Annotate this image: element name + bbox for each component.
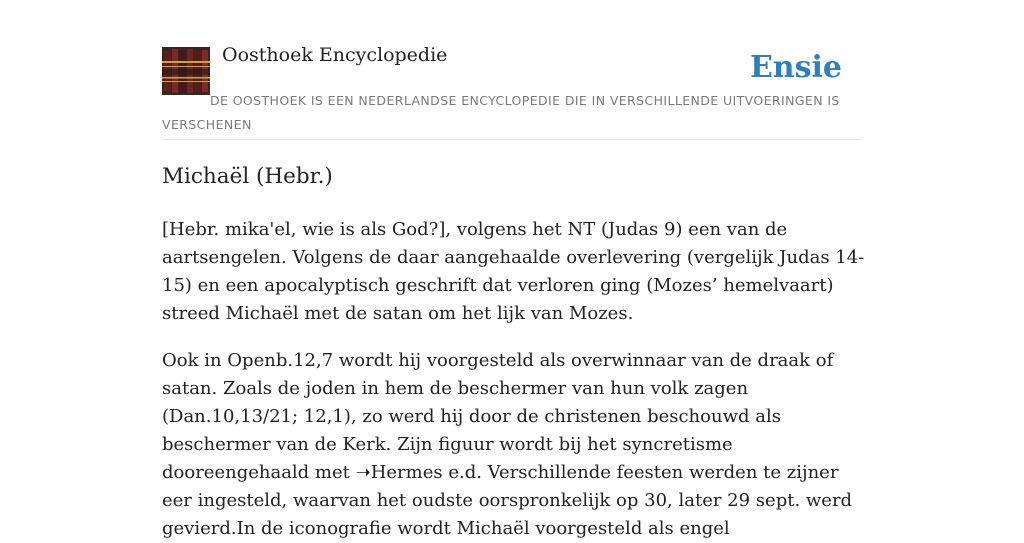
site-tagline: DE OOSTHOEK IS EEN NEDERLANDSE ENCYCLOPEDIE DIE IN VERSCHILLENDE UITVOERINGEN IS VERSCHENEN <box>162 93 840 132</box>
article-paragraph: [Hebr. mika'el, wie is als God?], volgens het NT (Judas 9) een van de aartsengelen. Volgens de daar aangehaalde overlevering (vergelijk Judas 14-15) en een apocalyptisch geschrift dat verloren ging (Mozes’ hemelvaart) streed Michaël met de satan om het lijk van Mozes. <box>162 219 865 324</box>
brand-logo[interactable]: Ensie <box>749 50 842 85</box>
book-spines-icon <box>162 47 210 95</box>
content-column <box>162 0 865 539</box>
article-paragraph: Ook in Openb.12,7 wordt hij voorgesteld als overwinnaar van de draak of satan. Zoals de joden in hem de beschermer van hun volk zagen (Dan.10,13/21; 12,1), zo werd hij door de christenen beschouwd als beschermer van de Kerk. Zijn figuur wordt bij het syncretisme dooreengehaald met ➝Hermes e.d. Verschillende feesten werden te zijner eer ingesteld, waarvan het oudste oorspronkelijk op 30, later 29 sept. werd gevierd.In de iconografie wordt Michaël voorgesteld als engel <box>162 350 853 539</box>
site-avatar[interactable] <box>162 47 210 95</box>
article-title: Michaël (Hebr.) <box>162 164 333 189</box>
site-header <box>162 0 862 140</box>
site-title[interactable]: Oosthoek Encyclopedie <box>222 44 448 66</box>
